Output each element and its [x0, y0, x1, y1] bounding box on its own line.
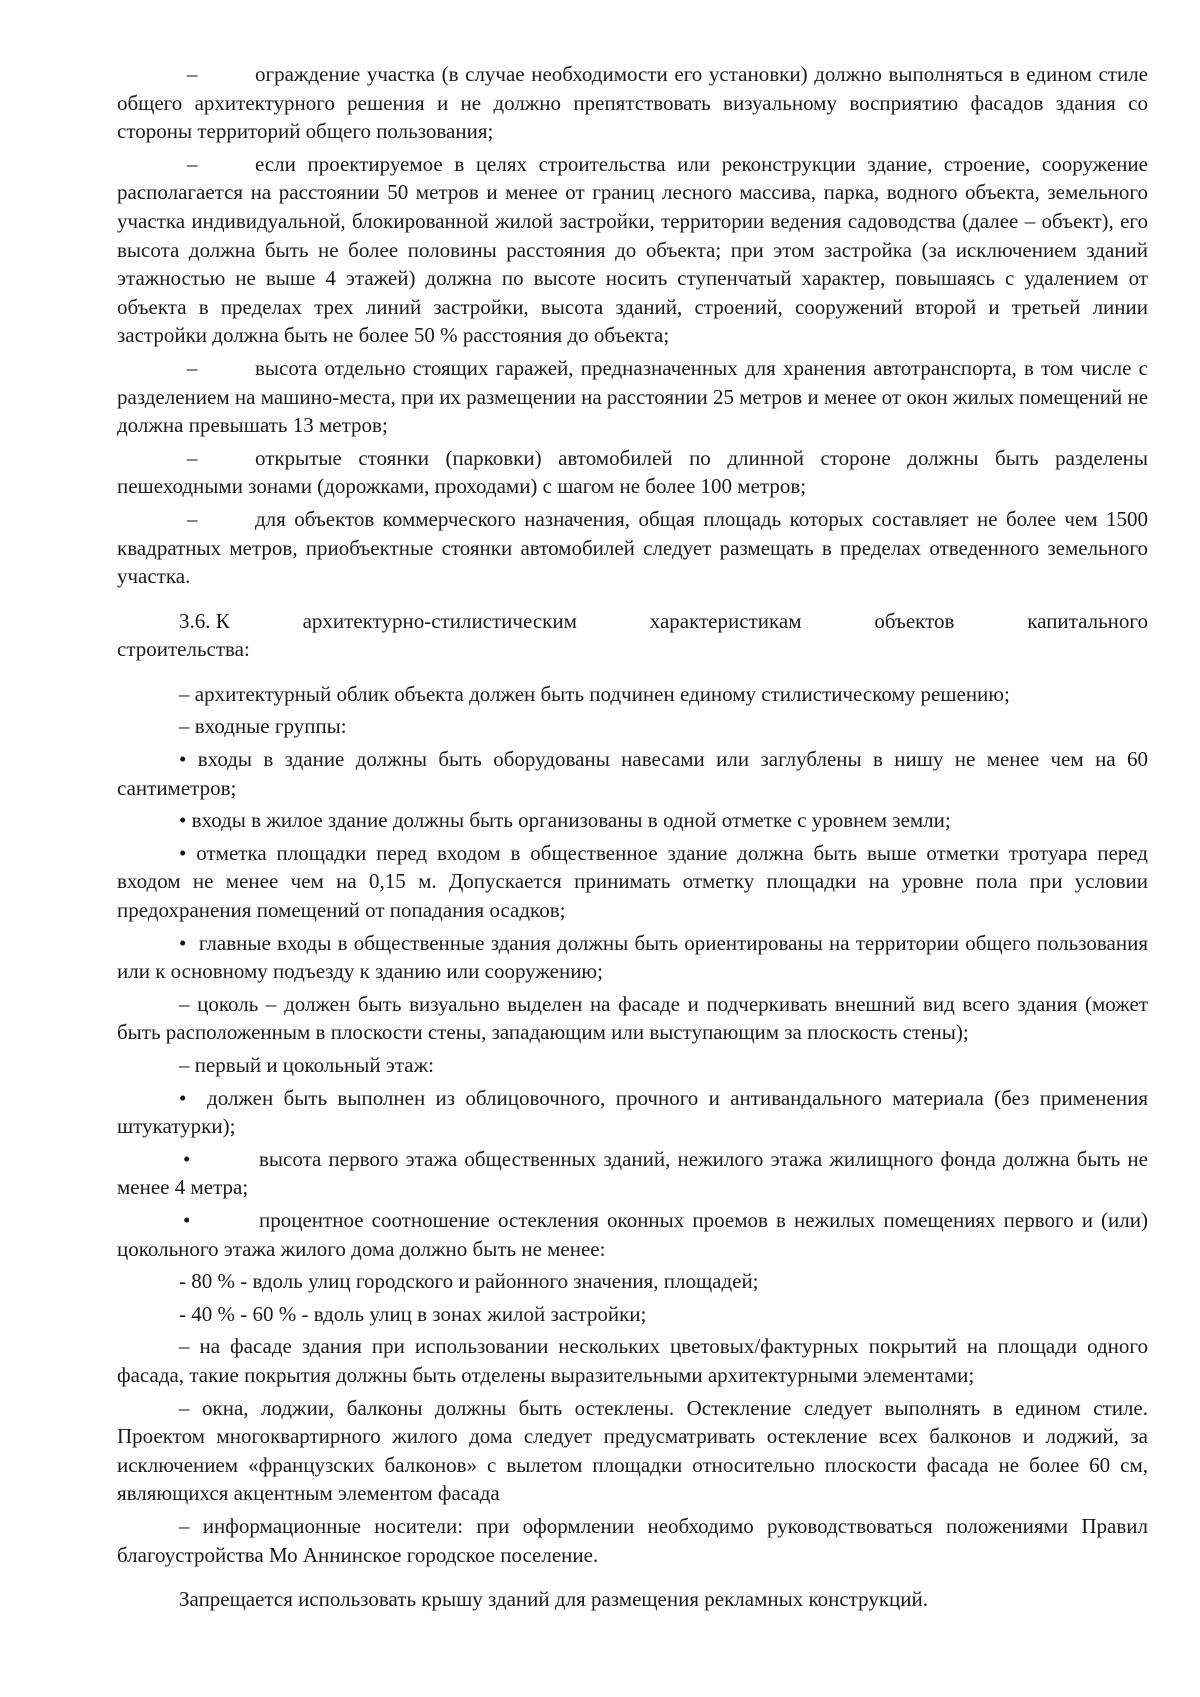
- section-word: характеристикам: [649, 608, 802, 633]
- section-heading-line: [117, 607, 1148, 636]
- dash-marker: –: [179, 991, 190, 1016]
- list-item: [117, 1394, 1148, 1508]
- dash-marker: –: [179, 1053, 190, 1077]
- bullet-marker: •: [179, 747, 187, 772]
- section-word: архитектурно-стилистическим: [302, 608, 577, 633]
- list-item: [117, 745, 1148, 802]
- paragraph-text: на фасаде здания при использовании нескольких цветовых/фактурных покрытий на площади одного фасада, такие покрытия должны быть отделены выразительными архитектурными элементами;: [117, 1334, 1149, 1387]
- section-heading: [117, 607, 1148, 664]
- bullet-marker: •: [179, 808, 187, 833]
- dash-marker: –: [179, 1334, 190, 1359]
- list-item: [117, 680, 1148, 709]
- paragraph-text: входы в здание должны быть оборудованы навесами или заглублены в нишу не менее чем на 60 сантиметров;: [117, 747, 1148, 800]
- closing-statement: Запрещается использовать крышу зданий для размещения рекламных конструкций.: [179, 1587, 928, 1612]
- section-heading-continuation: строительства:: [117, 637, 250, 662]
- document-page: [117, 60, 1148, 1614]
- list-item: [117, 60, 1148, 146]
- list-item: [117, 444, 1148, 501]
- dash-marker: –: [187, 62, 198, 86]
- paragraph-text: входные группы:: [194, 714, 347, 739]
- dash-marker: –: [179, 681, 190, 706]
- paragraph-text: информационные носители: при оформлении необходимо руководствоваться положениями Правил благоустройства Мо Аннинское городское поселение.: [117, 1513, 1148, 1567]
- list-item: [117, 1084, 1148, 1141]
- dash-marker: –: [187, 506, 198, 531]
- paragraph-text: открытые стоянки (парковки) автомобилей по длинной стороне должны быть разделены пешеходными зонами (дорожками, проходами) с шагом не более 100 метров;: [117, 445, 1148, 499]
- paragraph-text: для объектов коммерческого назначения, общая площадь которых составляет не более чем 1500 квадратных метров, приобъектные стоянки автомобилей следует размещать в пределах отведенного земельного участка.: [117, 506, 1148, 589]
- list-item: [117, 150, 1148, 350]
- bullet-marker: •: [183, 1207, 191, 1232]
- dash-marker: –: [179, 1395, 190, 1420]
- list-item: [117, 990, 1148, 1047]
- list-item: [117, 505, 1148, 591]
- paragraph-text: первый и цокольный этаж:: [194, 1053, 434, 1077]
- paragraph-text: цоколь – должен быть визуально выделен на фасаде и подчеркивать внешний вид всего здания (может быть расположенным в плоскости стены, западающим или выступающим за плоскость стены);: [117, 991, 1148, 1045]
- section-word: капитального: [1027, 608, 1148, 633]
- list-item: [117, 712, 1148, 741]
- list-item: [117, 1512, 1148, 1569]
- dash-marker: –: [187, 445, 198, 470]
- list-item: [117, 1332, 1148, 1389]
- list-item: [117, 1206, 1148, 1263]
- paragraph-text: главные входы в общественные здания должны быть ориентированы на территории общего пользования или к основному подъезду к зданию или сооружению;: [117, 930, 1149, 984]
- list-item: [117, 806, 1148, 835]
- bullet-marker: •: [179, 1085, 187, 1110]
- bullet-marker: •: [179, 930, 187, 955]
- paragraph-text: если проектируемое в целях строительства или реконструкции здание, строение, сооружение располагается на расстоянии 50 метров и менее от границ лесного массива, парка, водного объекта, земельного участка индивидуальной, блокированной жилой застройки, территории ведения садоводства (далее – объект), его высота должна быть не более половины расстояния до объекта; при этом застройка (за исключением зданий этажностью не выше 4 этажей) должна по высоте носить ступенчатый характер, повышаясь с удалением от объекта в пределах трех линий застройки, высота зданий, строений, сооружений второй и третьей линии застройки должна быть не более 50 % расстояния до объекта;: [117, 151, 1148, 348]
- list-item: [117, 1145, 1148, 1202]
- paragraph-text: входы в жилое здание должны быть организованы в одной отметке с уровнем земли;: [191, 808, 951, 833]
- dash-marker: –: [187, 355, 198, 380]
- list-item: [117, 839, 1148, 925]
- paragraph-text: процентное соотношение остекления оконных проемов в нежилых помещениях первого и (или) цокольного этажа жилого дома должно быть не менее:: [117, 1207, 1148, 1261]
- section-number: 3.6. К: [179, 608, 230, 633]
- list-item: - 80 % - вдоль улиц городского и районного значения, площадей;: [179, 1269, 759, 1294]
- dash-marker: –: [179, 1513, 190, 1538]
- list-item: [117, 354, 1148, 440]
- paragraph-text: отметка площадки перед входом в общественное здание должна быть выше отметки тротуара перед входом не менее чем на 0,15 м. Допускается принимать отметку площадки на уровне пола при условии предохранения помещений от попадания осадков;: [117, 840, 1148, 923]
- paragraph-text: ограждение участка (в случае необходимости его установки) должно выполняться в едином стиле общего архитектурного решения и не должно препятствовать визуальному восприятию фасадов здания со стороны территорий общего пользования;: [117, 62, 1148, 144]
- section-word: объектов: [874, 608, 955, 633]
- paragraph-text: архитектурный облик объекта должен быть подчинен единому стилистическому решению;: [194, 681, 1010, 706]
- dash-marker: –: [187, 151, 198, 176]
- list-item: [117, 1051, 1148, 1080]
- paragraph-text: должен быть выполнен из облицовочного, прочного и антивандального материала (без применения штукатурки);: [117, 1085, 1148, 1139]
- dash-marker: –: [179, 714, 190, 739]
- list-item: [117, 929, 1148, 986]
- paragraph-text: высота отдельно стоящих гаражей, предназначенных для хранения автотранспорта, в том числе с разделением на машино-места, при их размещении на расстоянии 25 метров и менее от окон жилых помещений не должна превышать 13 метров;: [117, 355, 1149, 438]
- bullet-marker: •: [183, 1146, 191, 1171]
- bullet-marker: •: [179, 840, 187, 865]
- paragraph-text: окна, лоджии, балконы должны быть остеклены. Остекление следует выполнять в едином стиле. Проектом многоквартирного жилого дома следует предусматривать остекление всех балконов и лоджий, за исключением «французских балконов» с вылетом площадки относительно плоскости фасада не более 60 см, являющихся акцентным элементом фасада: [117, 1395, 1149, 1506]
- paragraph-text: высота первого этажа общественных зданий, нежилого этажа жилищного фонда должна быть не менее 4 метра;: [117, 1146, 1148, 1200]
- list-item: - 40 % - 60 % - вдоль улиц в зонах жилой застройки;: [179, 1301, 647, 1326]
